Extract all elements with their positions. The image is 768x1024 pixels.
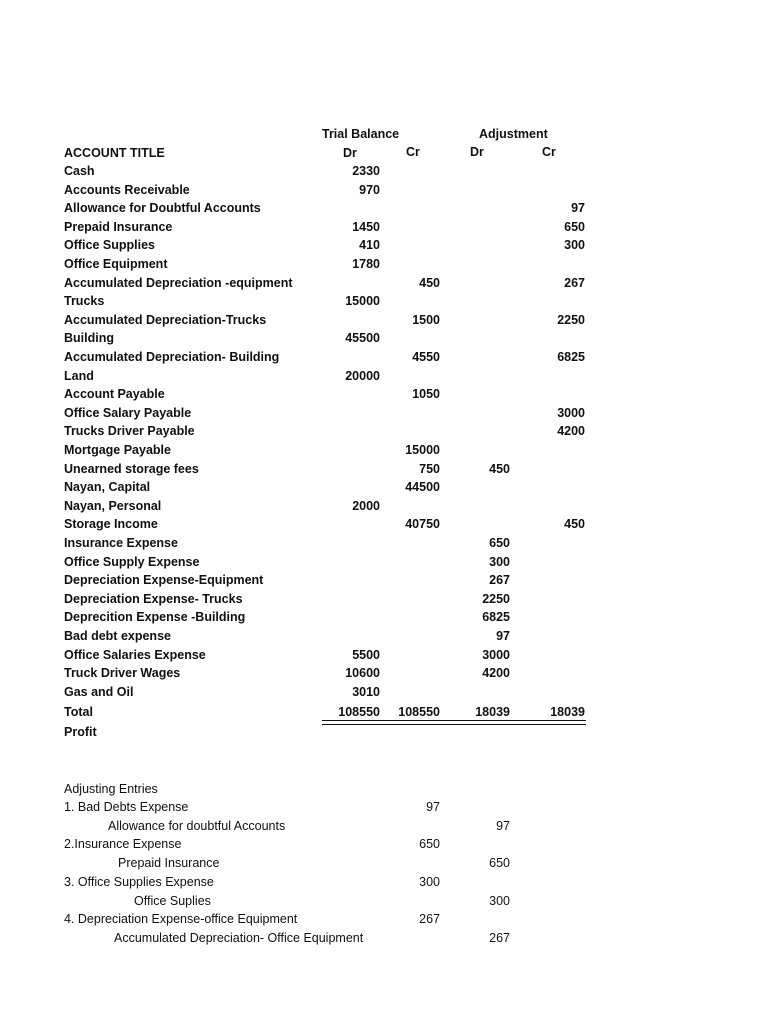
adjustment-dr-cell: 97 [496, 629, 510, 643]
account-title-cell: Cash [64, 164, 95, 178]
total-adj-dr: 18039 [475, 705, 510, 719]
account-title-cell: Unearned storage fees [64, 462, 199, 476]
account-title-cell: Office Salaries Expense [64, 648, 206, 662]
header-tb-dr: Dr [343, 146, 357, 160]
account-title-cell: Trucks Driver Payable [64, 424, 195, 438]
total-tb-dr: 108550 [338, 705, 380, 719]
trial-balance-dr-cell: 1450 [352, 220, 380, 234]
total-label: Total [64, 705, 93, 719]
total-double-underline [322, 720, 586, 725]
adjusting-entry-cr: 97 [496, 819, 510, 833]
trial-balance-cr-cell: 15000 [405, 443, 440, 457]
account-title-cell: Nayan, Capital [64, 480, 151, 494]
account-title-cell: Nayan, Personal [64, 499, 162, 513]
account-title-cell: Insurance Expense [64, 536, 178, 550]
trial-balance-dr-cell: 3010 [352, 685, 380, 699]
adjustment-dr-cell: 450 [489, 462, 510, 476]
account-title-cell: Depreciation Expense- Trucks [64, 592, 243, 606]
trial-balance-dr-cell: 970 [359, 183, 380, 197]
total-adj-cr: 18039 [550, 705, 585, 719]
trial-balance-cr-cell: 40750 [405, 517, 440, 531]
adjustment-cr-cell: 300 [564, 238, 585, 252]
adjusting-entry-text: 3. Office Supplies Expense [64, 875, 214, 889]
account-title-cell: Storage Income [64, 517, 158, 531]
adjustment-cr-cell: 4200 [557, 424, 585, 438]
account-title-cell: Office Equipment [64, 257, 168, 271]
account-title-cell: Accounts Receivable [64, 183, 190, 197]
trial-balance-cr-cell: 750 [419, 462, 440, 476]
adjustment-cr-cell: 97 [571, 201, 585, 215]
adjusting-entry-cr: 300 [489, 894, 510, 908]
adjusting-entry-text: Accumulated Depreciation- Office Equipment [114, 931, 364, 945]
adjusting-entry-text: Allowance for doubtful Accounts [108, 819, 286, 833]
adjustment-dr-cell: 6825 [482, 610, 510, 624]
account-title-cell: Trucks [64, 294, 105, 308]
adjusting-entry-dr: 650 [419, 837, 440, 851]
account-title-cell: Building [64, 331, 114, 345]
account-title-cell: Allowance for Doubtful Accounts [64, 201, 261, 215]
trial-balance-cr-cell: 1500 [412, 313, 440, 327]
adjustment-cr-cell: 450 [564, 517, 585, 531]
trial-balance-dr-cell: 1780 [352, 257, 380, 271]
adjusting-entry-text: Prepaid Insurance [118, 856, 220, 870]
adjustment-cr-cell: 3000 [557, 406, 585, 420]
total-tb-cr: 108550 [398, 705, 440, 719]
account-title-cell: Gas and Oil [64, 685, 134, 699]
trial-balance-dr-cell: 410 [359, 238, 380, 252]
adjustment-dr-cell: 650 [489, 536, 510, 550]
account-title-cell: Accumulated Depreciation -equipment [64, 276, 293, 290]
trial-balance-dr-cell: 45500 [345, 331, 380, 345]
account-title-cell: Deprecition Expense -Building [64, 610, 246, 624]
adjusting-entries-title: Adjusting Entries [64, 782, 158, 796]
adjusting-entry-dr: 267 [419, 912, 440, 926]
header-account-title: ACCOUNT TITLE [64, 146, 165, 160]
header-adjustment: Adjustment [479, 127, 548, 141]
header-adj-cr: Cr [542, 145, 556, 159]
adjustment-cr-cell: 6825 [557, 350, 585, 364]
account-title-cell: Land [64, 369, 94, 383]
trial-balance-dr-cell: 20000 [345, 369, 380, 383]
adjustment-dr-cell: 300 [489, 555, 510, 569]
adjustment-dr-cell: 3000 [482, 648, 510, 662]
account-title-cell: Office Supplies [64, 238, 155, 252]
adjusting-entry-text: 2.Insurance Expense [64, 837, 182, 851]
account-title-cell: Depreciation Expense-Equipment [64, 573, 264, 587]
trial-balance-cr-cell: 44500 [405, 480, 440, 494]
header-tb-cr: Cr [406, 145, 420, 159]
trial-balance-cr-cell: 4550 [412, 350, 440, 364]
adjusting-entry-text: 4. Depreciation Expense-office Equipment [64, 912, 298, 926]
adjustment-cr-cell: 2250 [557, 313, 585, 327]
account-title-cell: Accumulated Depreciation- Building [64, 350, 280, 364]
account-title-cell: Office Supply Expense [64, 555, 200, 569]
adjusting-entry-text: Office Suplies [134, 894, 211, 908]
adjustment-cr-cell: 650 [564, 220, 585, 234]
header-adj-dr: Dr [470, 145, 484, 159]
adjustment-dr-cell: 4200 [482, 666, 510, 680]
trial-balance-cr-cell: 1050 [412, 387, 440, 401]
trial-balance-dr-cell: 2330 [352, 164, 380, 178]
adjusting-entry-cr: 267 [489, 931, 510, 945]
trial-balance-dr-cell: 15000 [345, 294, 380, 308]
account-title-cell: Truck Driver Wages [64, 666, 181, 680]
adjustment-dr-cell: 2250 [482, 592, 510, 606]
trial-balance-cr-cell: 450 [419, 276, 440, 290]
adjusting-entry-text: 1. Bad Debts Expense [64, 800, 189, 814]
account-title-cell: Bad debt expense [64, 629, 171, 643]
account-title-cell: Accumulated Depreciation-Trucks [64, 313, 267, 327]
header-trial-balance: Trial Balance [322, 127, 400, 141]
trial-balance-dr-cell: 10600 [345, 666, 380, 680]
account-title-cell: Account Payable [64, 387, 165, 401]
trial-balance-dr-cell: 5500 [352, 648, 380, 662]
trial-balance-dr-cell: 2000 [352, 499, 380, 513]
account-title-cell: Office Salary Payable [64, 406, 192, 420]
profit-label: Profit [64, 725, 97, 739]
adjusting-entry-cr: 650 [489, 856, 510, 870]
account-title-cell: Mortgage Payable [64, 443, 171, 457]
account-title-cell: Prepaid Insurance [64, 220, 173, 234]
adjusting-entry-dr: 97 [426, 800, 440, 814]
adjustment-dr-cell: 267 [489, 573, 510, 587]
adjustment-cr-cell: 267 [564, 276, 585, 290]
adjusting-entry-dr: 300 [419, 875, 440, 889]
